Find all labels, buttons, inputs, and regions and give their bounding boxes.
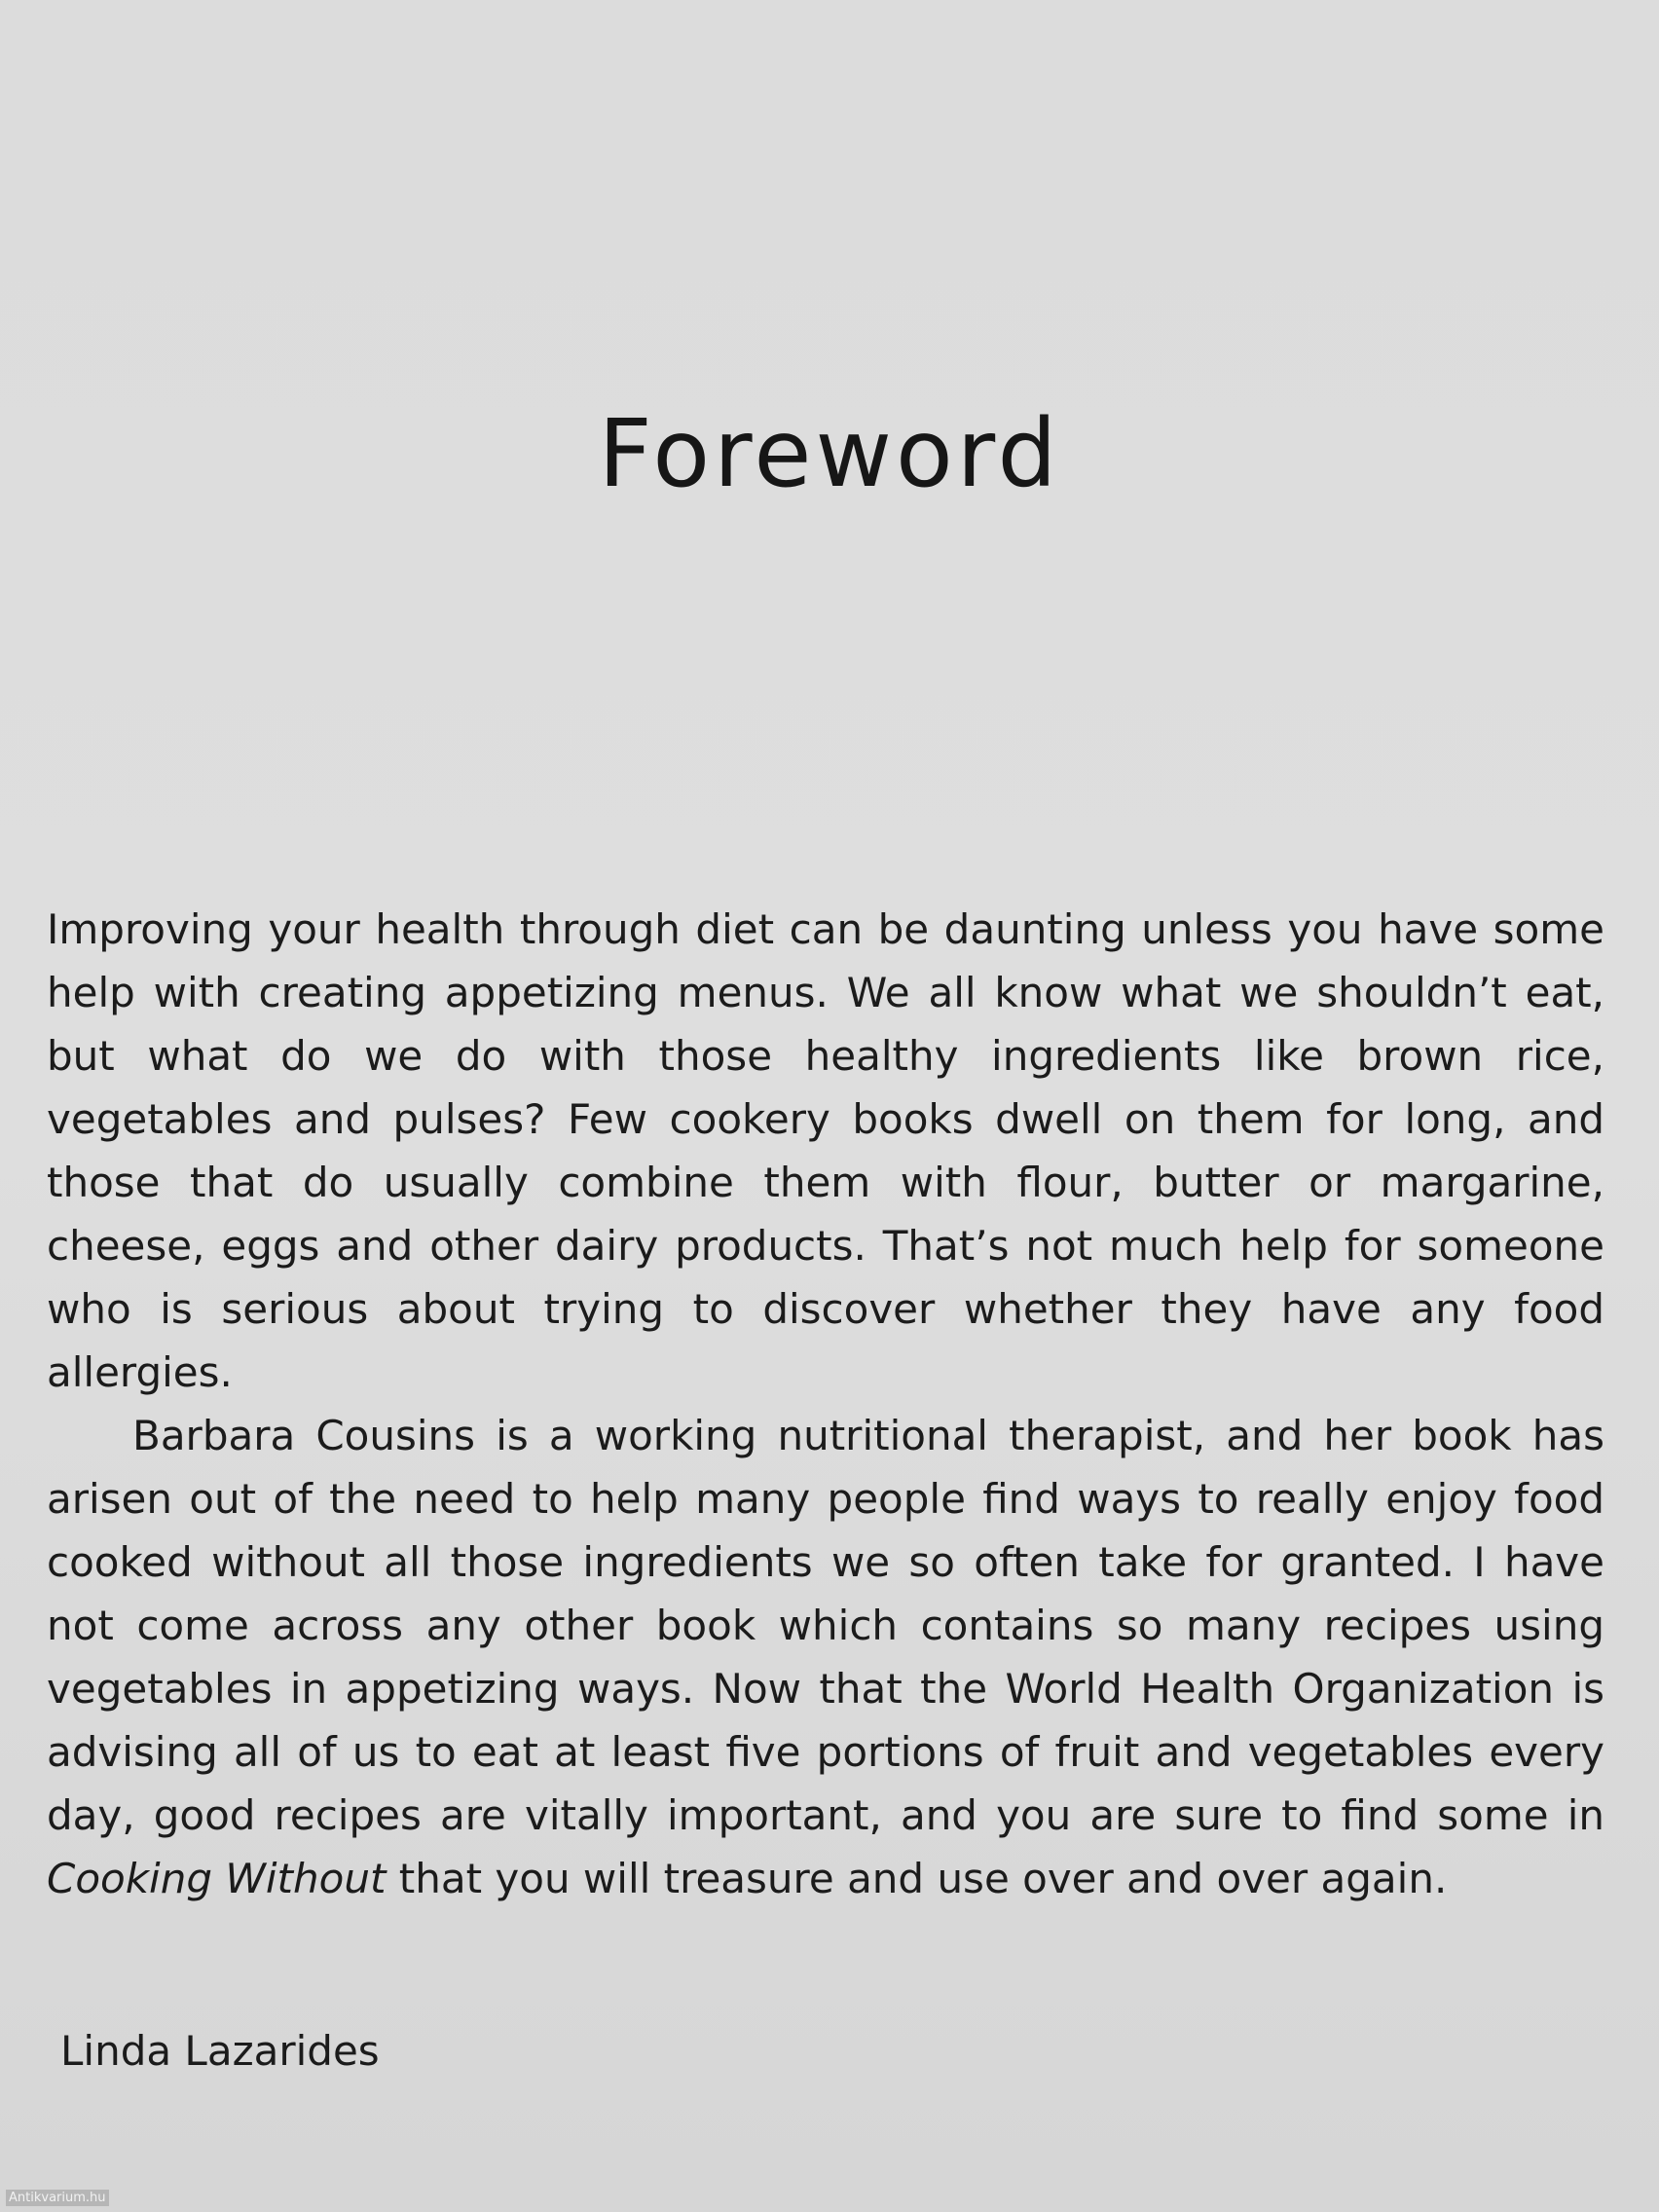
paragraph-1: Improving your health through diet can be daunting unless you have some help with creating appetizing menus. We all know what we shouldn’t eat, but what do we do with those healthy ingredients like brown rice, vegetables and pulses? Few cookery books dwell on them for long, and those that do usually combine them with flour, butter or margarine, cheese, eggs and other dairy products. That’s not much help for someone who is serious about trying to discover whether they have any food allergies. <box>47 905 1604 1396</box>
page-title: Foreword <box>598 399 1061 508</box>
foreword-body <box>47 898 1604 1910</box>
paragraph-2 <box>47 1404 1604 1910</box>
paragraph-2-text-end: that you will treasure and use over and over again. <box>386 1855 1448 1902</box>
book-title: Cooking Without <box>47 1855 387 1902</box>
paragraph-2-text-start: Barbara Cousins is a working nutritional therapist, and her book has arisen out of the need to help many people find ways to really enjoy food cooked without all those ingredients we so often take for granted. I have not come across any other book which contains so many recipes using vegetables in appetizing ways. Now that the World Health Organization is advising all of us to eat at least five portions of fruit and vegetables every day, good recipes are vitally important, and you are sure to find some in <box>47 1412 1604 1839</box>
watermark-label: Antikvarium.hu <box>6 2190 109 2206</box>
author-signature: Linda Lazarides <box>60 2027 380 2075</box>
